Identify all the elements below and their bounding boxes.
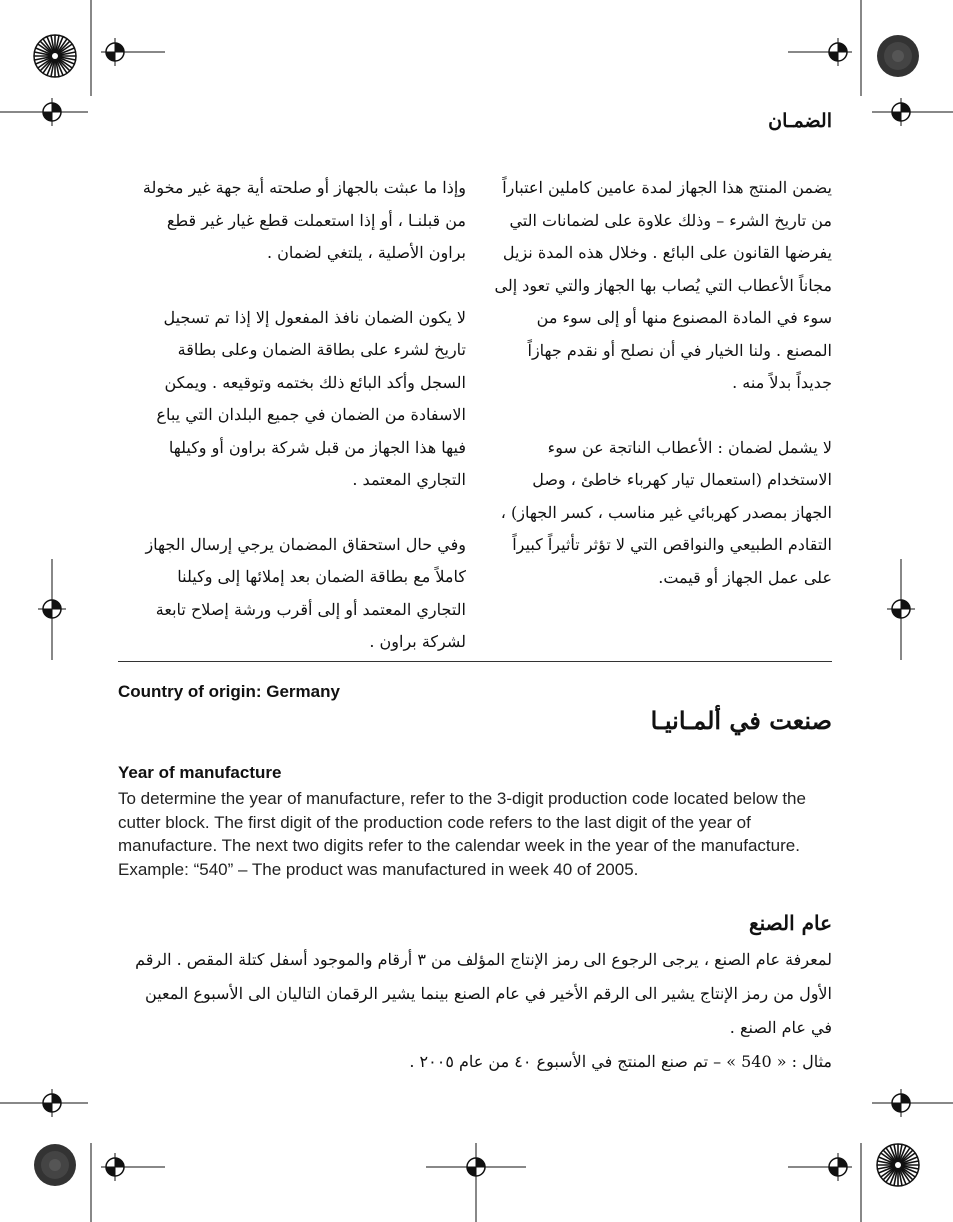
warranty-left-column bbox=[128, 172, 466, 691]
warranty-paragraph: لا يشمل لضمان : الأعطاب الناتجة عن سوء الاستخدام (استعمال تيار كهرباء خاطئ ، وصل الجهاز بمصدر كهربائي غير مناسب ، كسر الجهاز) ، التقادم الطبيعي والنواقص التي لا تؤثر تأثيراً كبيراً على عمل الجهاز أو قيمت. bbox=[500, 437, 832, 587]
warranty-paragraph: لا يكون الضمان نافذ المفعول إلا إذا تم تسجيل تاريخ لشرء على بطاقة الضمان وعلى بطاقة السجل وأكد البائع ذلك بختمه وتوقيعه . ويمكن الاسفادة من الضمان في جميع البلدان التي يباع فيها هذا الجهاز من قبل شركة براون أو وكيلها التجاري المعتمد . bbox=[156, 307, 466, 489]
section-divider bbox=[118, 661, 832, 662]
warranty-title: الضمـان bbox=[768, 110, 832, 132]
year-of-manufacture-title-en: Year of manufacture bbox=[118, 763, 282, 782]
warranty-right-column bbox=[488, 172, 832, 626]
year-of-manufacture-text-en bbox=[118, 787, 838, 882]
warranty-paragraph: وإذا ما عبثت بالجهاز أو صلحته أية جهة غير مخولة من قبلنـا ، أو إذا استعملت قطع غيار غير قطع براون الأصلية ، يلتغي لضمان . bbox=[142, 178, 466, 262]
year-of-manufacture-text-ar bbox=[126, 943, 832, 1079]
year-paragraph: To determine the year of manufacture, refer to the 3-digit production code located below the cutter block. The first digit of the production code refers to the last digit of the year of manufacture. The next two digits refer to the calendar week in the year of the manufacture. bbox=[118, 789, 806, 856]
year-example: Example: “540” – The product was manufactured in week 40 of 2005. bbox=[118, 860, 639, 880]
year-paragraph: لمعرفة عام الصنع ، يرجى الرجوع الى رمز الإنتاج المؤلف من ٣ أرقام والموجود أسفل كتلة المقص . الرقم الأول من رمز الإنتاج يشير الى الرقم الأخير في عام الصنع بينما يشير الرقمان التاليان الى الأسبوع المعين في عام الصنع . bbox=[135, 950, 832, 1037]
country-of-origin-en: Country of origin: Germany bbox=[118, 682, 340, 701]
year-of-manufacture-title-ar: عام الصنع bbox=[748, 911, 832, 935]
year-example: مثال : « 540 » – تم صنع المنتج في الأسبوع ٤٠ من عام ٢٠٠٥ . bbox=[409, 1052, 832, 1071]
warranty-paragraph: يضمن المنتج هذا الجهاز لمدة عامين كاملين اعتباراً من تاريخ الشرء – وذلك علاوة على لضمانات التي يفرضها القانون على البائع . وخلال هذه المدة نزيل مجاناً الأعطاب التي يُصاب بها الجهاز والتي تعود إلى سوء في المادة المصنوع منها أو إلى سوء من المصنع . ولنا الخيار في أن نصلح أو نقدم جهازاً جديداً بدلاً منه . bbox=[494, 178, 832, 392]
warranty-paragraph: وفي حال استحقاق المضمان يرجي إرسال الجهاز كاملاً مع بطاقة الضمان بعد إملائها إلى وكيلنا التجاري المعتمد أو إلى أقرب ورشة إصلاح تابعة لشركة براون . bbox=[145, 534, 466, 651]
country-of-origin-ar: صنعت في ألمـانيـا bbox=[650, 706, 832, 735]
